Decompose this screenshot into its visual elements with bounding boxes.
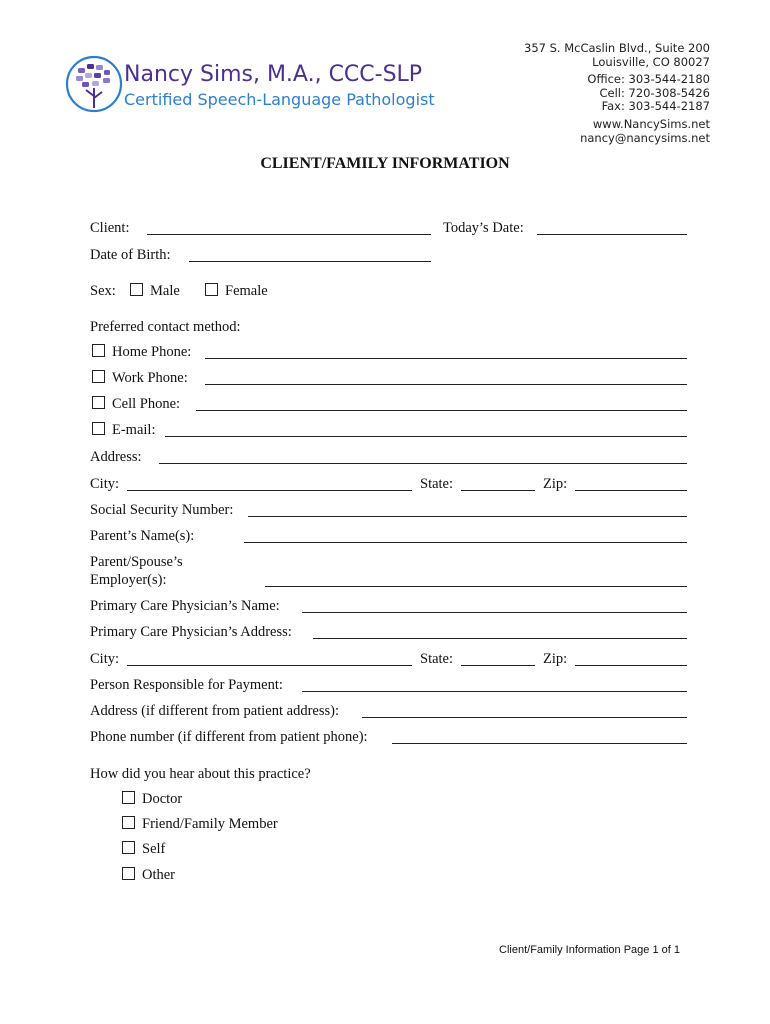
client-label: Client: (90, 220, 130, 236)
female-checkbox[interactable] (205, 283, 218, 296)
other-checkbox[interactable] (122, 867, 135, 880)
friend-family-checkbox[interactable] (122, 816, 135, 829)
alt-address-label: Address (if different from patient address): (90, 703, 339, 719)
self-checkbox[interactable] (122, 841, 135, 854)
contact-email: nancy@nancysims.net (580, 130, 710, 145)
sex-label: Sex: (90, 283, 116, 299)
city-label: City: (90, 476, 120, 492)
cell-phone-label: Cell Phone: (112, 396, 181, 412)
friend-family-label: Friend/Family Member (142, 816, 278, 832)
tree-head-logo-icon (64, 52, 124, 116)
form-title: CLIENT/FAMILY INFORMATION (260, 155, 510, 172)
ssn-label: Social Security Number: (90, 502, 234, 518)
ssn-field[interactable] (248, 516, 687, 517)
todays-date-label: Today’s Date: (443, 220, 524, 236)
pcp-city-label: City: (90, 651, 120, 667)
address-field[interactable] (159, 463, 687, 464)
male-label: Male (150, 283, 180, 299)
home-phone-checkbox[interactable] (92, 344, 105, 357)
work-phone-label: Work Phone: (112, 370, 188, 386)
pcp-zip-label: Zip: (543, 651, 568, 667)
pcp-city-field[interactable] (127, 665, 412, 666)
alt-address-field[interactable] (362, 717, 687, 718)
hear-about-label: How did you hear about this practice? (90, 766, 311, 782)
pcp-name-field[interactable] (302, 612, 687, 613)
email-field[interactable] (165, 436, 687, 437)
doctor-checkbox[interactable] (122, 791, 135, 804)
pcp-state-field[interactable] (461, 665, 535, 666)
cell-phone-checkbox[interactable] (92, 396, 105, 409)
state-field[interactable] (461, 490, 535, 491)
city-field[interactable] (127, 490, 412, 491)
logo (64, 52, 124, 116)
state-label: State: (420, 476, 454, 492)
male-checkbox[interactable] (130, 283, 143, 296)
alt-phone-label: Phone number (if different from patient phone): (90, 729, 368, 745)
home-phone-field[interactable] (205, 358, 687, 359)
self-label: Self (142, 841, 166, 857)
contact-address-line1: 357 S. McCaslin Blvd., Suite 200 (524, 41, 710, 55)
parent-spouse-employer-field[interactable] (265, 586, 687, 587)
preferred-contact-label: Preferred contact method: (90, 319, 241, 335)
dob-label: Date of Birth: (90, 247, 171, 263)
other-label: Other (142, 867, 176, 883)
contact-address-line2: Louisville, CO 80027 (592, 54, 710, 69)
parent-spouse-label-line2: Employer(s): (90, 572, 167, 588)
contact-website: www.NancySims.net (592, 116, 710, 131)
zip-field[interactable] (575, 490, 687, 491)
pcp-address-label: Primary Care Physician’s Address: (90, 624, 292, 640)
contact-cell: Cell: 720-308-5426 (599, 85, 710, 100)
parents-names-label: Parent’s Name(s): (90, 528, 195, 544)
pcp-name-label: Primary Care Physician’s Name: (90, 598, 280, 614)
page-footer: Client/Family Information Page 1 of 1 (499, 944, 680, 956)
responsible-payment-field[interactable] (302, 691, 687, 692)
home-phone-label: Home Phone: (112, 344, 192, 360)
email-label: E-mail: (112, 422, 156, 438)
address-label: Address: (90, 449, 142, 465)
practitioner-name: Nancy Sims, M.A., CCC-SLP (124, 62, 423, 87)
work-phone-field[interactable] (205, 384, 687, 385)
doctor-label: Doctor (142, 791, 183, 807)
pcp-zip-field[interactable] (575, 665, 687, 666)
work-phone-checkbox[interactable] (92, 370, 105, 383)
dob-field[interactable] (189, 261, 431, 262)
contact-block (524, 42, 710, 145)
responsible-payment-label: Person Responsible for Payment: (90, 677, 283, 693)
client-field[interactable] (147, 234, 431, 235)
zip-label: Zip: (543, 476, 568, 492)
pcp-state-label: State: (420, 651, 454, 667)
contact-fax: Fax: 303-544-2187 (601, 99, 710, 114)
contact-office: Office: 303-544-2180 (587, 72, 710, 87)
alt-phone-field[interactable] (392, 743, 687, 744)
cell-phone-field[interactable] (196, 410, 687, 411)
parent-spouse-label-line1: Parent/Spouse’s (90, 554, 183, 570)
pcp-address-field[interactable] (313, 638, 687, 639)
female-label: Female (225, 283, 268, 299)
practitioner-subtitle: Certified Speech-Language Pathologist (124, 90, 435, 109)
todays-date-field[interactable] (537, 234, 687, 235)
email-checkbox[interactable] (92, 422, 105, 435)
parents-names-field[interactable] (244, 542, 687, 543)
